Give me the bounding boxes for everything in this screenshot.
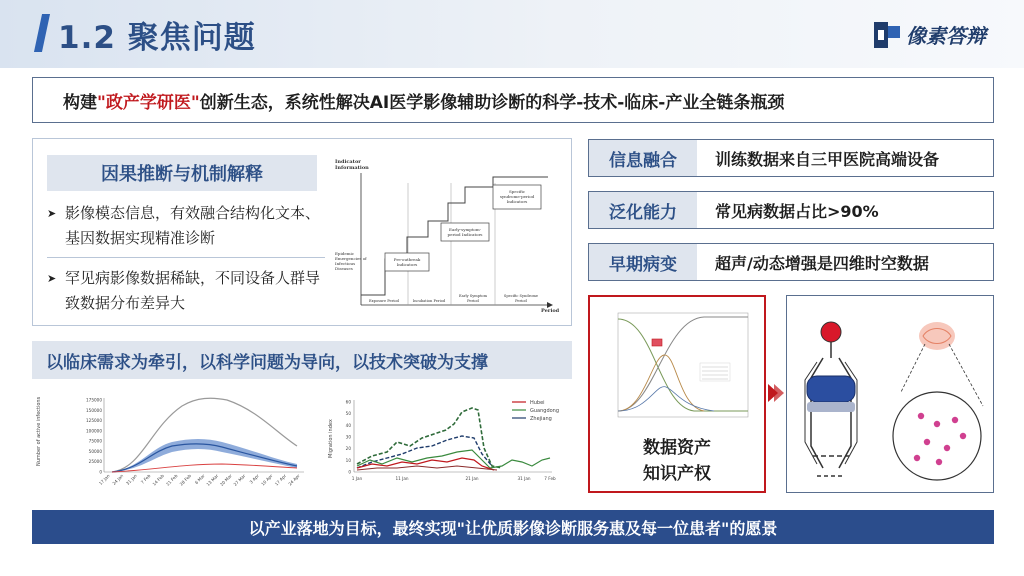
brand-logo <box>874 20 986 49</box>
bullet-text: 罕见病影像数据稀缺，不同设备人群导致数据分布差异大 <box>65 269 321 312</box>
chart1-ytick: 150000 <box>86 407 102 413</box>
title-accent-bar <box>34 14 50 52</box>
diagram-step-3c: Indicators <box>506 199 528 204</box>
feature-tag: 泛化能力 <box>589 192 697 228</box>
causal-panel <box>32 138 572 326</box>
chart2-ytick: 40 <box>345 422 351 428</box>
active-infections-chart <box>36 396 304 487</box>
diagram-period-3b: Period <box>467 299 479 303</box>
causal-bullet-list <box>47 199 325 320</box>
chart1-xtick: 6 Mar <box>193 473 206 486</box>
diagram-left-label-3: Infectious <box>335 261 356 266</box>
chart2-legend <box>512 400 559 422</box>
page-title: 1.2 聚焦问题 <box>58 20 256 56</box>
bullet-item <box>47 264 325 320</box>
diagram-period-4b: Period <box>515 299 527 303</box>
chart1-ylabel: Number of active infections <box>36 396 42 466</box>
asset-line-1: 数据资产 <box>643 438 711 458</box>
chart2-xtick: 31 Jan <box>517 476 531 481</box>
chart2-ytick: 30 <box>345 434 351 440</box>
asset-label <box>590 435 764 487</box>
indicator-stair-diagram <box>333 155 563 320</box>
diagram-left-label-2: Emergencies of <box>335 256 367 261</box>
feature-desc: 超声/动态增强是四维时空数据 <box>715 253 929 273</box>
chart1-ytick: 175000 <box>86 397 102 403</box>
arrow-right-icon <box>768 384 784 402</box>
feature-row <box>588 139 994 177</box>
chart1-xtick: 28 Feb <box>178 473 193 487</box>
chart1-xtick: 21 Feb <box>165 473 179 487</box>
feature-row <box>588 191 994 229</box>
chart2-xtick: 7 Feb <box>544 476 556 481</box>
chart1-ytick: 25000 <box>88 459 102 465</box>
chart1-xtick: 7 Feb <box>139 473 152 485</box>
logo-icon <box>874 22 900 48</box>
chart2-ytick: 50 <box>345 411 351 417</box>
banner-suffix: 创新生态，系统性解决AI医学影像辅助诊断的科学-技术-临床-产业全链条瓶颈 <box>199 92 785 113</box>
chart1-ytick: 0 <box>99 469 102 475</box>
chart2-ytick: 10 <box>345 457 351 463</box>
chart1-xtick: 24 Apr <box>287 473 301 487</box>
key-statement-banner <box>32 77 994 123</box>
chart1-xtick: 17 Apr <box>273 473 288 487</box>
vision-footer-bar: 以产业落地为目标，最终实现"让优质影像诊断服务惠及每一位患者"的愿景 <box>32 510 994 544</box>
chart2-xtick: 21 Jan <box>465 476 479 481</box>
chart2-ytick: 0 <box>348 469 351 475</box>
legend-zhejiang: Zhejiang <box>530 416 552 422</box>
bullet-text: 影像模态信息，有效融合结构化文本、基因数据实现精准诊断 <box>65 204 321 247</box>
bullet-arrow-icon: ➤ <box>47 272 57 285</box>
diagram-xlabel: Period <box>541 308 560 314</box>
bullet-item <box>47 199 325 258</box>
chart1-xtick: 20 Mar <box>219 473 233 488</box>
chart1-xtick: 13 Mar <box>205 473 220 488</box>
molecule-illustration-box <box>786 295 994 493</box>
chart1-ytick: 50000 <box>88 448 102 454</box>
chart1-xtick: 24 Jan <box>111 473 125 486</box>
feature-tag: 信息融合 <box>589 140 697 176</box>
feature-desc: 常见病数据占比>90% <box>715 201 879 221</box>
chart1-ytick: 100000 <box>86 428 102 434</box>
diagram-step-3b: syndrome-period <box>499 194 535 199</box>
chart1-xtick: 3 Apr <box>248 473 260 485</box>
clinical-heading: 以临床需求为牵引，以科学问题为导向，以技术突破为支撑 <box>32 341 572 379</box>
feature-tag: 早期病变 <box>589 244 697 280</box>
feature-row <box>588 243 994 281</box>
diagram-left-label-1: Epidemic <box>335 251 354 256</box>
chart2-xtick: 1 Jan <box>351 476 363 481</box>
sigmoid-curves-chart <box>604 307 754 425</box>
chart1-xtick: 31 Jan <box>125 473 138 486</box>
banner-highlight: "政产学研医" <box>97 92 200 113</box>
asset-line-2: 知识产权 <box>643 464 711 484</box>
migration-index-chart <box>328 400 559 482</box>
diagram-step-1a: Pre-outbreak <box>393 257 421 262</box>
chart1-xtick: 27 Mar <box>232 473 247 488</box>
chart1-xtick: 10 Apr <box>260 473 274 487</box>
antibody-illustration <box>787 296 995 494</box>
diagram-ylabel-2: Information <box>335 165 369 171</box>
diagram-period-3a: Early Symptom <box>458 294 488 298</box>
diagram-period-1: Exposure Period <box>369 299 399 303</box>
diagram-ylabel-1: Indicator <box>335 159 361 165</box>
legend-hubei: Hubei <box>530 400 545 406</box>
diagram-step-2b: period Indicators <box>447 232 483 237</box>
diagram-step-1b: Indicators <box>396 262 418 267</box>
banner-prefix: 构建 <box>63 92 97 113</box>
chart1-ytick: 125000 <box>86 418 102 424</box>
diagram-period-4a: Specific Syndrome <box>503 294 539 298</box>
data-asset-box <box>588 295 766 493</box>
chart1-ytick: 75000 <box>88 438 102 444</box>
chart2-ylabel: Migration index <box>328 419 334 458</box>
bullet-arrow-icon: ➤ <box>47 207 57 220</box>
chart2-xtick: 11 Jan <box>395 476 409 481</box>
clinical-charts <box>32 388 572 494</box>
diagram-period-2: Incubation Period <box>412 299 446 303</box>
chart1-xtick: 14 Feb <box>151 473 165 487</box>
diagram-step-3a: Specific <box>508 189 526 194</box>
logo-text: 像素答辩 <box>906 24 986 48</box>
chart2-ytick: 20 <box>345 446 351 452</box>
header-bar <box>0 0 1024 68</box>
diagram-left-label-4: Diseases <box>335 266 353 271</box>
chart1-xtick: 17 Jan <box>97 473 111 486</box>
chart2-ytick: 60 <box>345 399 351 405</box>
feature-desc: 训练数据来自三甲医院高端设备 <box>715 149 940 169</box>
diagram-step-2a: Early-symptom- <box>449 227 481 232</box>
legend-guangdong: Guangdong <box>530 408 560 414</box>
causal-heading: 因果推断与机制解释 <box>47 155 317 191</box>
